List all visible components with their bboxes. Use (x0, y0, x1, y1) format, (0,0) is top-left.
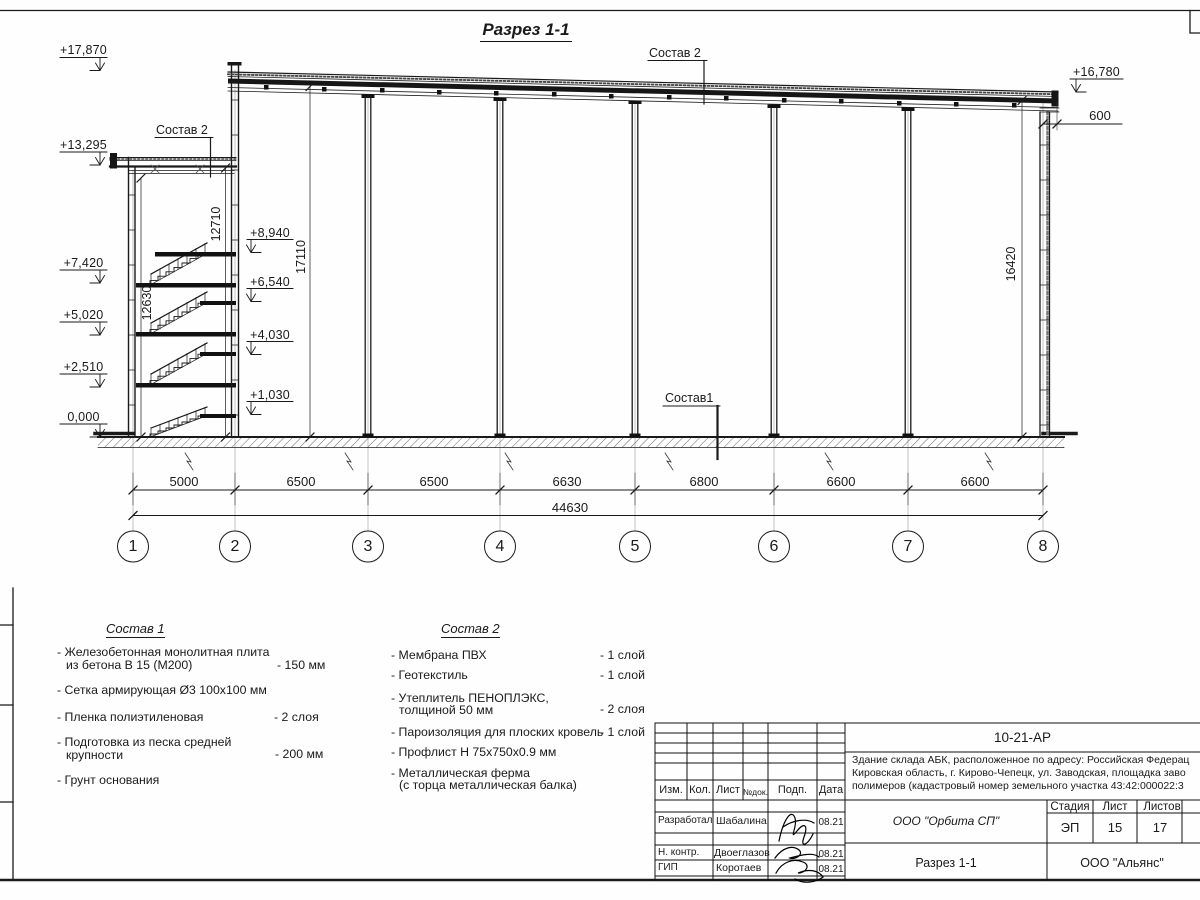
signature-1-stroke (783, 820, 814, 827)
roof-edge-dim-label: 600 (1089, 108, 1111, 123)
elevation-label: +7,420 (63, 256, 104, 270)
tb-org: ООО "Орбита СП" (892, 814, 1000, 828)
tb-name: Шабалина (716, 815, 767, 827)
tb-col-ndok: №док. (743, 787, 768, 797)
vertical-dim-label: 17110 (294, 240, 308, 274)
legend1-item: - Пленка полиэтиленовая (57, 710, 204, 724)
elevation-label: +2,510 (63, 360, 104, 374)
tb-role: Н. контр. (658, 847, 700, 858)
legend2-value: - 2 слоя (600, 702, 645, 716)
project-description-line: полимеров (кадастровый номер земельного участка 43:42:000022:3 (852, 780, 1184, 792)
tb-sheets-value: 17 (1152, 820, 1168, 835)
elevation-label: +1,030 (250, 387, 290, 402)
tb-col-izm: Изм. (659, 784, 683, 796)
legend1-item: из бетона В 15 (М200) (66, 658, 193, 672)
legend2-item: - Мембрана ПВХ (391, 648, 487, 662)
bay-dim-label: 6600 (826, 474, 856, 489)
tb-name: Коротаев (716, 862, 762, 874)
grid-axis-6: 6 (769, 538, 779, 555)
elevation-label: +8,940 (250, 225, 290, 240)
grid-axis-7: 7 (903, 538, 913, 555)
legend2-value: - 1 слой (600, 648, 645, 662)
legend1-item: - Подготовка из песка средней (57, 735, 232, 749)
tb-name: Двоеглазов (714, 847, 770, 859)
elevation-label: +5,020 (63, 308, 104, 322)
drawing-title: Разрез 1-1 (480, 20, 572, 42)
bay-dim-label: 6600 (960, 474, 990, 489)
columns (362, 95, 915, 438)
tb-col-data: Дата (818, 784, 844, 796)
floor-slab (95, 434, 1076, 471)
elevation-mark-right (1070, 79, 1123, 92)
elevation-label: +17,870 (60, 43, 107, 57)
elevation-label: +16,780 (1073, 65, 1120, 79)
legend2-item: - Геотекстиль (391, 668, 468, 682)
legend2-item: (с торца металлическая балка) (399, 778, 577, 792)
tb-col-list: Лист (716, 784, 740, 796)
legend1-value: - 200 мм (275, 747, 324, 761)
legend2-value: - 1 слой (600, 725, 645, 739)
elevation-label: 0,000 (67, 410, 100, 424)
grid-axis-8: 8 (1038, 538, 1048, 555)
tb-sheets-label: Листов (1143, 801, 1181, 813)
vertical-dim-label: 16420 (1004, 246, 1018, 282)
grid-axis-1: 1 (128, 538, 138, 555)
project-description-line: Кировская область, г. Кирово-Чепецк, ул. Заводская, площадка заво (852, 767, 1186, 779)
legend2-item: - Профлист Н 75х750х0.9 мм (391, 745, 557, 759)
callout-sostav1-floor: Состав1 (665, 391, 714, 405)
tb-company: ООО "Альянс" (1080, 856, 1164, 870)
tb-role: Разработал (658, 815, 713, 826)
tb-stage-value: ЭП (1060, 820, 1080, 835)
grid-centerlines (133, 70, 1043, 531)
legend2-item: - Утеплитель ПЕНОПЛЭКС, (391, 691, 549, 705)
bay-dim-label: 6500 (419, 474, 449, 489)
vertical-dim-label: 12710 (209, 206, 223, 242)
tb-col-kol: Кол. (689, 784, 711, 796)
bay-dim-label: 6800 (689, 474, 719, 489)
main-building-walls (228, 62, 1060, 437)
signatures (775, 814, 823, 882)
bay-dim-label: 6630 (552, 474, 582, 489)
tb-col-podp: Подп. (777, 784, 808, 796)
tb-date: 08.21 (818, 849, 844, 860)
tb-sheet-label: Лист (1102, 801, 1128, 813)
tb-role: ГИП (658, 862, 678, 873)
total-dim-label: 44630 (551, 500, 589, 515)
signature-2 (775, 847, 819, 858)
legend2-item: толщиной 50 мм (399, 703, 494, 717)
legend1-item: крупности (66, 748, 124, 762)
legend1-item: - Железобетонная монолитная плита (57, 645, 270, 659)
elevation-label: +13,295 (60, 138, 107, 152)
legend2-header: Состав 2 (441, 621, 500, 636)
bay-dim-label: 5000 (169, 474, 199, 489)
tb-sheet-value: 15 (1107, 820, 1123, 835)
vertical-dim-label: 12630 (140, 285, 154, 321)
tb-date: 08.21 (818, 864, 844, 875)
legend1-value: - 150 мм (277, 658, 326, 672)
callout-sostav2-roof: Состав 2 (649, 46, 701, 60)
grid-axis-3: 3 (363, 538, 373, 555)
legend1-item: - Грунт основания (57, 773, 160, 787)
grid-axis-2: 2 (230, 538, 240, 555)
legend2-item: - Пароизоляция для плоских кровель (391, 725, 604, 739)
tb-drawing-name: Разрез 1-1 (915, 856, 977, 870)
legend1-header: Состав 1 (106, 621, 165, 636)
legend1-value: - 2 слоя (274, 710, 319, 724)
project-description-line: Здание склада АБК, расположенное по адресу: Российская Федерац (852, 754, 1190, 766)
roof-truss (228, 72, 1059, 111)
elevation-mark-left (60, 58, 107, 438)
doc-code: 10-21-АР (993, 730, 1052, 745)
callout-sostav2-annex: Состав 2 (156, 123, 208, 137)
elevation-label: +6,540 (250, 274, 290, 289)
grid-axis-5: 5 (630, 538, 640, 555)
bay-dim-label: 6500 (286, 474, 316, 489)
elevation-label: +4,030 (250, 327, 290, 342)
grid-axis-4: 4 (495, 538, 505, 555)
signature-1 (779, 814, 813, 844)
legend2-value: - 1 слой (600, 668, 645, 682)
legend1-item: - Сетка армирующая Ø3 100х100 мм (57, 683, 267, 697)
tb-date: 08.21 (818, 817, 844, 828)
tb-stage-label: Стадия (1050, 801, 1090, 813)
legend2-item: - Металлическая ферма (391, 766, 530, 780)
